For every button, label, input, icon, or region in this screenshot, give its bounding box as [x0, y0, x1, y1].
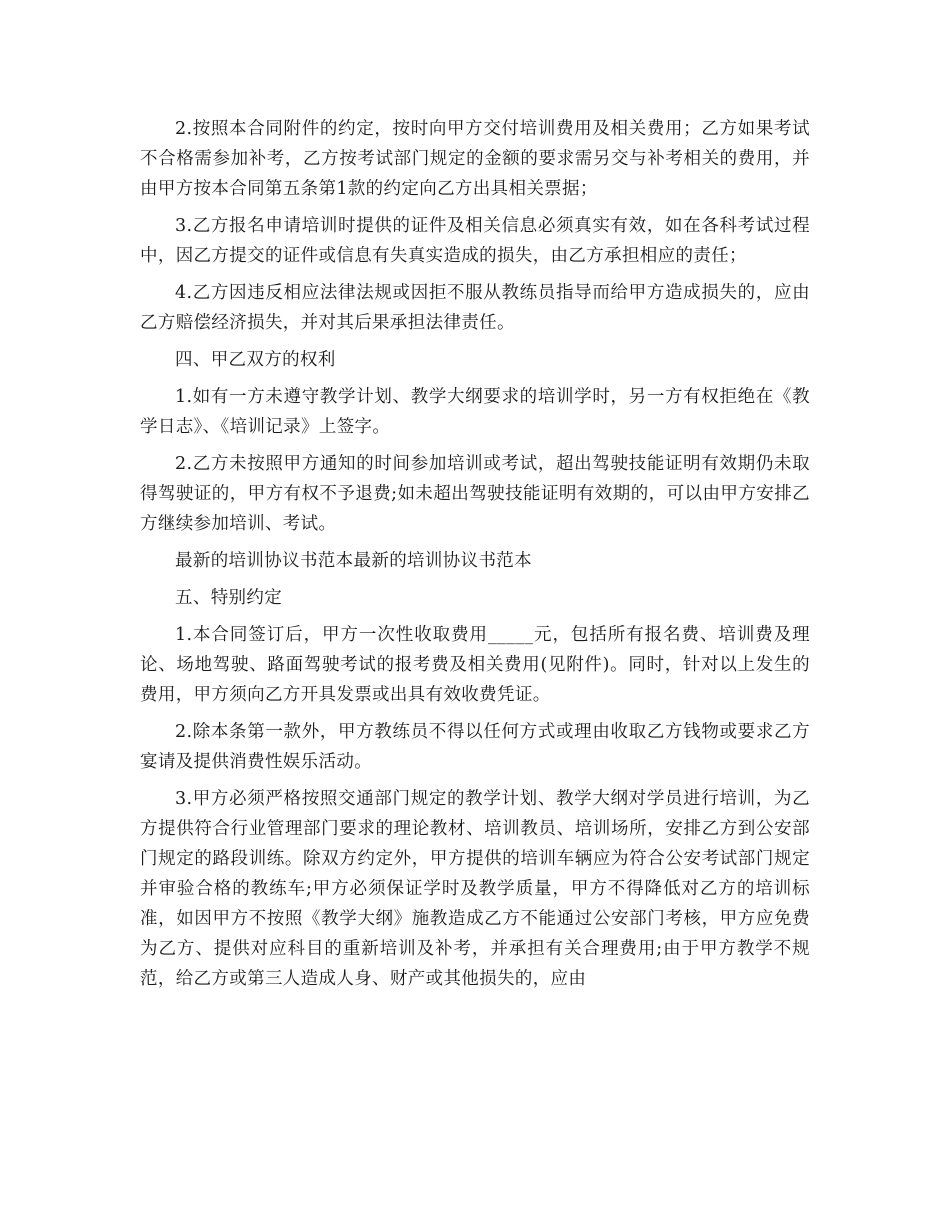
rights-clause-1: 1.如有一方未遵守教学计划、教学大纲要求的培训学时，另一方有权拒绝在《教学日志》、《培训记录》上签字。: [140, 387, 810, 437]
clause-2-payment: 2.按照本合同附件的约定，按时向甲方交付培训费用及相关费用；乙方如果考试不合格需参加补考，乙方按考试部门规定的金额的要求需另交与补考相关的费用，并由甲方按本合同第五条第1款的约定向乙方出具相关票据；: [140, 119, 810, 199]
special-clause-1-fees: 1.本合同签订后，甲方一次性收取费用_____元，包括所有报名费、培训费及理论、场地驾驶、路面驾驶考试的报考费及相关费用(见附件)。同时，针对以上发生的费用，甲方须向乙方开具发票或出具有效收费凭证。: [140, 625, 810, 705]
rights-clause-2: 2.乙方未按照甲方通知的时间参加培训或考试，超出驾驶技能证明有效期仍未取得驾驶证的，甲方有权不予退费;如未超出驾驶技能证明有效期的，可以由甲方安排乙方继续参加培训、考试。: [140, 454, 810, 534]
special-clause-3-training-standards: 3.甲方必须严格按照交通部门规定的教学计划、教学大纲对学员进行培训，为乙方提供符合行业管理部门要求的理论教材、培训教员、培训场所，安排乙方到公安部门规定的路段训练。除双方约定外，甲方提供的培训车辆应为符合公安考试部门规定并审验合格的教练车;甲方必须保证学时及教学质量，甲方不得降低对乙方的培训标准，如因甲方不按照《教学大纲》施教造成乙方不能通过公安部门考核，甲方应免费为乙方、提供对应科目的重新培训及补考，并承担有关合理费用;由于甲方教学不规范，给乙方或第三人造成人身、财产或其他损失的，应由: [140, 789, 810, 989]
section-heading-rights: 四、甲乙双方的权利: [175, 350, 336, 370]
special-clause-2-no-gifts: 2.除本条第一款外，甲方教练员不得以任何方式或理由收取乙方钱物或要求乙方宴请及提供消费性娱乐活动。: [140, 722, 810, 772]
clause-4-liability: 4.乙方因违反相应法律法规或因拒不服从教练员指导而给甲方造成损失的，应由乙方赔偿经济损失，并对其后果承担法律责任。: [140, 283, 810, 333]
clause-3-true-information: 3.乙方报名申请培训时提供的证件及相关信息必须真实有效，如在各科考试过程中，因乙方提交的证件或信息有失真实造成的损失，由乙方承担相应的责任；: [140, 216, 810, 266]
interstitial-title-line: 最新的培训协议书范本最新的培训协议书范本: [175, 551, 532, 571]
section-heading-special-terms: 五、特别约定: [175, 588, 283, 608]
